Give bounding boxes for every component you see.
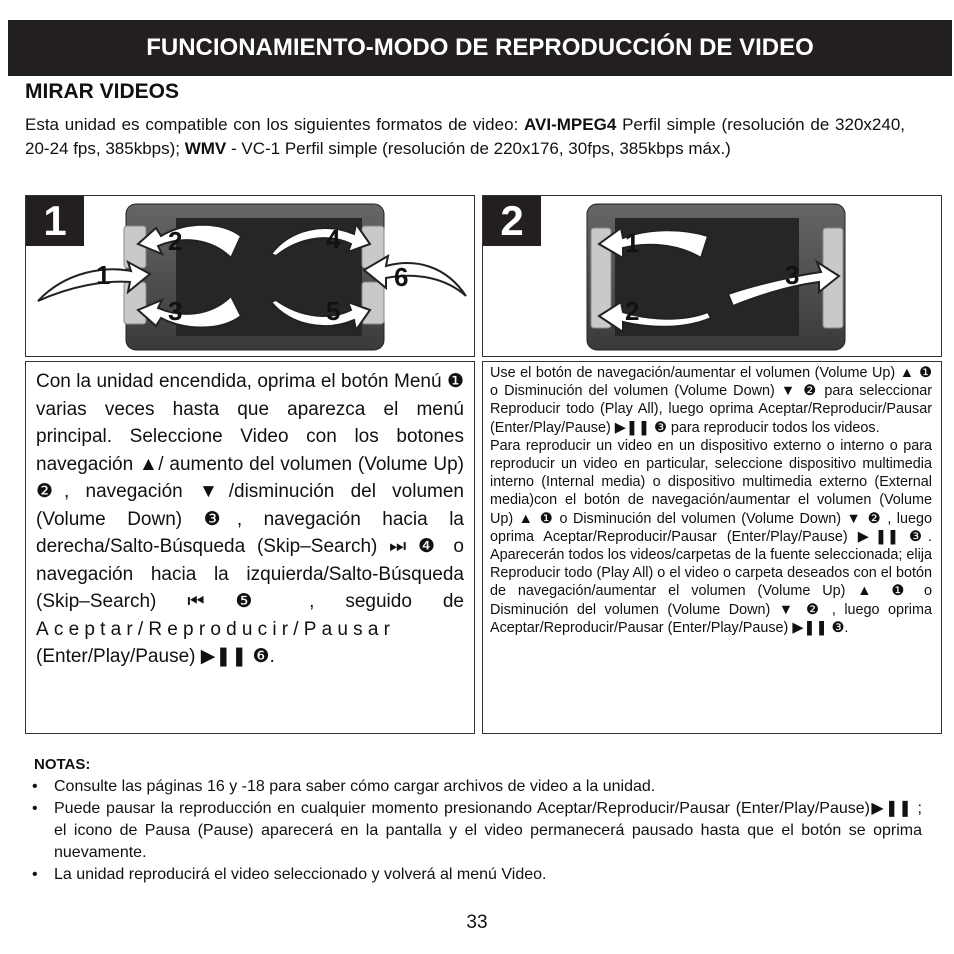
note-item	[32, 776, 922, 798]
step-1-text-part: , seguido de	[278, 591, 464, 612]
device-illustration-1	[26, 196, 474, 356]
bullet: •	[32, 866, 38, 883]
intro-text-2: Perfil simple (resolución de 320x240, 20-24 fps, 385kbps);	[25, 115, 906, 158]
step-2-text	[490, 364, 932, 637]
intro-text-1: Esta unidad es compatible con los siguientes formatos de video:	[25, 115, 525, 134]
notes-list	[32, 776, 922, 886]
callout-2: 2	[625, 296, 640, 326]
header-banner	[8, 20, 952, 76]
callout-6-icon: ❻	[252, 646, 270, 667]
step-1-text-part: Con la unidad encendida, oprima el botón Menú	[36, 371, 447, 392]
callout-4-icon: ❹	[418, 536, 442, 557]
note-text: Puede pausar la reproducción en cualquier momento presionando Aceptar/Reproducir/Pausar (Enter/Play/Pause)▶❚❚ ; el icono de Pausa (Pause) aparecerá en la pantalla y el video permanecerá pausado hasta que el botón se oprima nuevamente.	[54, 800, 922, 861]
callout-3: 3	[168, 296, 183, 326]
bullet: •	[32, 800, 38, 817]
step-1-text-part: .	[269, 646, 275, 667]
step-number-2: 2	[483, 196, 541, 246]
callout-3: 3	[785, 260, 800, 290]
page-title: FUNCIONAMIENTO-MODO DE REPRODUCCIÓN DE VIDEO	[146, 34, 814, 61]
note-item	[32, 798, 922, 864]
step-2-instructions	[482, 361, 942, 734]
step-1-text-part: o navegación hacia la izquierda/Salto-Búsqueda (Skip–Search) ⏮	[36, 536, 464, 612]
note-item	[32, 864, 922, 886]
enter-play-pause-spaced: Aceptar/Reproducir/Pausar	[36, 618, 396, 640]
step-1-text-part: , navegación ▼/disminución del volumen (Volume Down)	[36, 481, 464, 530]
bullet: •	[32, 778, 38, 795]
format-avi: AVI-MPEG4	[524, 115, 617, 134]
callout-4: 4	[326, 224, 341, 254]
figure-step-1	[25, 195, 475, 357]
step-1-text-part: varias veces hasta que aparezca el menú principal. Seleccione Video con los botones navegación ▲/ aumento del volumen (Volume Up)	[36, 398, 464, 475]
note-text: La unidad reproducirá el video seleccionado y volverá al menú Video.	[54, 866, 547, 883]
callout-2-icon: ❷	[36, 481, 64, 502]
callout-1: 1	[625, 228, 640, 258]
callout-1: 1	[96, 260, 111, 290]
callout-1-icon: ❶	[446, 371, 464, 392]
intro-text-3: - VC-1 Perfil simple (resolución de 220x176, 30fps, 385kbps máx.)	[226, 139, 731, 158]
format-wmv: WMV	[184, 139, 227, 158]
note-text: Consulte las páginas 16 y -18 para saber cómo cargar archivos de video a la unidad.	[54, 778, 656, 795]
callout-5-icon: ❺	[235, 591, 279, 612]
callout-6: 6	[394, 262, 409, 292]
intro-paragraph	[25, 113, 905, 161]
callout-2: 2	[168, 226, 183, 256]
device-illustration-2	[483, 196, 941, 356]
callout-3-icon: ❸	[203, 508, 237, 530]
callout-5: 5	[326, 296, 341, 326]
figure-step-2	[482, 195, 942, 357]
step-1-text-part: (Enter/Play/Pause) ▶❚❚	[36, 646, 253, 667]
notes-title: NOTAS:	[34, 756, 91, 773]
page-number: 33	[466, 912, 488, 933]
section-title: MIRAR VIDEOS	[25, 80, 180, 103]
step-2-paragraph-1: Use el botón de navegación/aumentar el volumen (Volume Up) ▲ ❶ o Disminución del volumen (Volume Down) ▼ ❷ para seleccionar Reproducir todo (Play All), luego oprima Aceptar/Reproducir/Pausar (Enter/Play/Pause) ▶❚❚ ❸ para reproducir todos los videos.	[490, 365, 932, 436]
step-2-paragraph-2: Para reproducir un video en un dispositivo externo o interno o para reproducir un video en particular, seleccione dispositivo multimedia interno (Internal media) o dispositivo multimedia externo (External media)con el botón de navegación/aumentar el volumen (Volume Up) ▲ ❶ o Disminución del volumen (Volume Down) ▼ ❷ , luego oprima Aceptar/Reproducir/Pausar (Enter/Play/Pause) ▶❚❚ ❸. Aparecerán todos los videos/carpetas de la fuente seleccionada; elija Reproducir todo (Play All) o el video o carpeta deseados con el botón de navegación/aumentar el volumen (Volume Up) ▲ ❶ o Disminución del volumen (Volume Down) ▼ ❷ , luego oprima Aceptar/Reproducir/Pausar (Enter/Play/Pause) ▶❚❚ ❸.	[490, 437, 932, 636]
step-1-text	[36, 368, 464, 671]
step-1-text-part: , navegación hacia la derecha/Salto-Búsqueda (Skip–Search) ⏭	[36, 508, 464, 557]
step-1-instructions	[25, 361, 475, 734]
step-number-1: 1	[26, 196, 84, 246]
